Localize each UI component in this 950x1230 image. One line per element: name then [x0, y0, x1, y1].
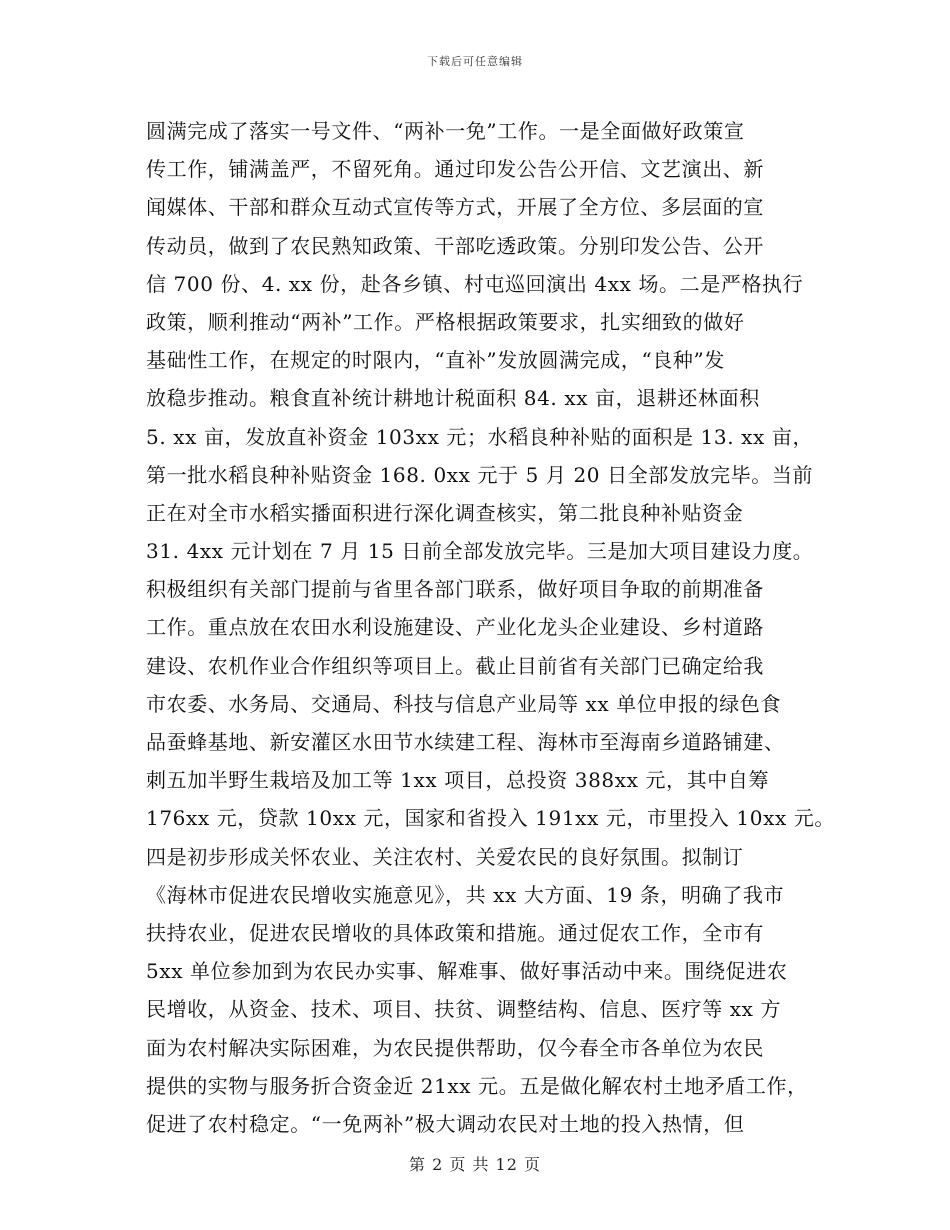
- text-line: 积极组织有关部门提前与省里各部门联系，做好项目争取的前期准备: [146, 577, 764, 602]
- text-line: 提供的实物与服务折合资金近 21xx 元。五是做化解农村土地矛盾工作，: [146, 1073, 808, 1098]
- text-line: 促进了农村稳定。“一免两补”极大调动农民对土地的投入热情，但: [146, 1111, 745, 1136]
- text-line: 传动员，做到了农民熟知政策、干部吃透政策。分别印发公告、公开: [146, 233, 764, 258]
- text-line: 闻媒体、干部和群众互动式宣传等方式，开展了全方位、多层面的宣: [146, 195, 764, 220]
- text-line: 品蚕蜂基地、新安灌区水田节水续建工程、海林市至海南乡道路铺建、: [146, 730, 785, 754]
- page-header: 下载后可任意编辑: [427, 55, 523, 68]
- page-number-footer: 第 2 页 共 12 页: [409, 1155, 541, 1174]
- text-line: 放稳步推动。粮食直补统计耕地计税面积 84. xx 亩，退耕还林面积: [146, 386, 760, 411]
- text-line: 建设、农机作业合作组织等项目上。截止目前省有关部门已确定给我: [146, 653, 764, 678]
- text-line: 176xx 元，贷款 10xx 元，国家和省投入 191xx 元，市里投入 10xx 元。: [146, 806, 835, 831]
- text-line: 民增收，从资金、技术、项目、扶贫、调整结构、信息、医疗等 xx 方: [146, 997, 782, 1022]
- text-line: 面为农村解决实际困难，为农民提供帮助，仅今春全市各单位为农民: [146, 1035, 764, 1060]
- text-line: 政策，顺利推动“两补”工作。严格根据政策要求，扎实细致的做好: [146, 309, 745, 334]
- text-line: 传工作，铺满盖严，不留死角。通过印发公告公开信、文艺演出、新: [146, 157, 764, 182]
- text-line: 第一批水稻良种补贴资金 168. 0xx 元于 5 月 20 日全部发放完毕。当前: [146, 462, 814, 487]
- body-text: [146, 112, 835, 1143]
- text-line: 市农委、水务局、交通局、科技与信息产业局等 xx 单位申报的绿色食: [146, 691, 782, 716]
- text-line: 信 700 份、4. xx 份，赴各乡镇、村屯巡回演出 4xx 场。二是严格执行: [146, 271, 804, 296]
- text-line: 刺五加半野生栽培及加工等 1xx 项目，总投资 388xx 元，其中自筹: [146, 768, 770, 793]
- text-line: 扶持农业，促进农民增收的具体政策和措施。通过促农工作，全市有: [146, 920, 764, 945]
- text-line: 四是初步形成关怀农业、关注农村、关爱农民的良好氛围。拟制订: [146, 844, 744, 869]
- text-line: 基础性工作，在规定的时限内，“直补”发放圆满完成，“良种”发: [146, 348, 725, 373]
- text-line: 5. xx 亩，发放直补资金 103xx 元；水稻良种补贴的面积是 13. xx 亩，: [146, 424, 814, 449]
- text-line: 《海林市促进农民增收实施意见》，共 xx 大方面、19 条，明确了我市: [146, 882, 785, 907]
- text-line: 工作。重点放在农田水利设施建设、产业化龙头企业建设、乡村道路: [146, 615, 764, 640]
- text-line: 圆满完成了落实一号文件、“两补一免”工作。一是全面做好政策宣: [146, 119, 745, 143]
- text-line: 31. 4xx 元计划在 7 月 15 日前全部发放完毕。三是加大项目建设力度。: [146, 539, 814, 564]
- text-line: 正在对全市水稻实播面积进行深化调查核实，第二批良种补贴资金: [146, 500, 744, 525]
- text-line: 5xx 单位参加到为农民办实事、解难事、做好事活动中来。围绕促进农: [146, 959, 788, 984]
